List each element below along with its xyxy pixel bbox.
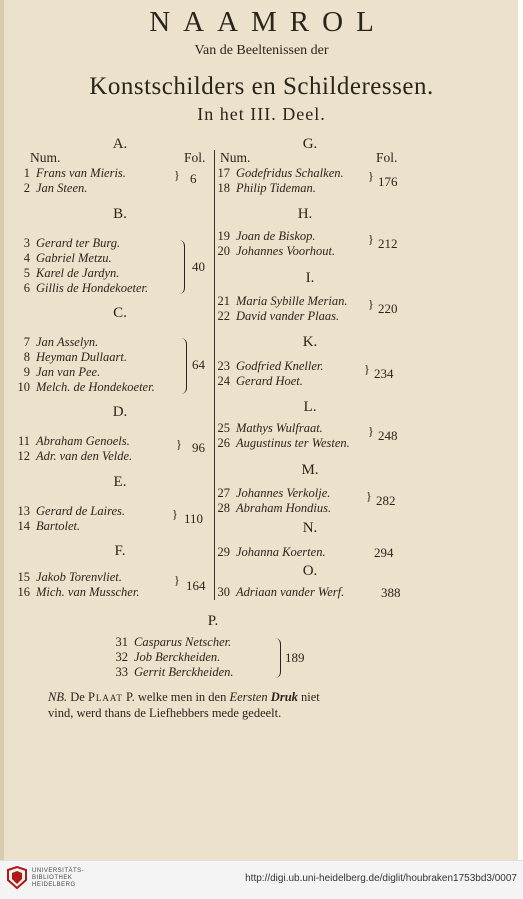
entry-name: Melch. de Hondekoeter. <box>36 380 155 394</box>
entry-number: 26 <box>217 436 230 450</box>
entry-number: 7 <box>23 335 30 349</box>
brace-glyph: } <box>172 507 178 521</box>
library-name-line2: BIBLIOTHEK <box>32 875 73 881</box>
entry-name: Frans van Mieris. <box>36 166 126 180</box>
brace-glyph: } <box>364 362 370 376</box>
entry-name: Jan van Pee. <box>36 365 101 379</box>
entry-row <box>10 449 132 464</box>
entry-row <box>210 166 344 181</box>
entry-row <box>210 229 316 244</box>
entry-number: 21 <box>217 294 230 308</box>
entry-name: Jan Asselyn. <box>36 335 99 349</box>
library-name-line3: HEIDELBERG <box>32 882 76 888</box>
entry-name: Maria Sybille Merian. <box>236 294 348 308</box>
note-druk: Druk <box>270 690 298 704</box>
entry-name: Bartolet. <box>36 519 81 533</box>
entry-number: 16 <box>17 585 30 599</box>
section-letter-i: I. <box>305 270 315 286</box>
brace-glyph: } <box>368 169 374 183</box>
entry-number: 14 <box>17 519 30 533</box>
folio-number: 282 <box>376 493 396 508</box>
entry-name: Casparus Netscher. <box>134 635 232 649</box>
entry-name: Heyman Dullaart. <box>36 350 127 364</box>
entry-name: Adr. van den Velde. <box>36 449 133 463</box>
entry-row <box>210 181 316 196</box>
col-header-fol-right: Fol. <box>376 150 398 165</box>
brace-glyph: } <box>368 232 374 246</box>
brace-glyph <box>174 240 185 294</box>
entry-number: 2 <box>23 181 30 195</box>
entry-name: Philip Tideman. <box>236 181 316 195</box>
entry-name: Adriaan vander Werf. <box>236 585 345 599</box>
entry-row <box>10 504 125 519</box>
entry-name: Gerard Hoet. <box>236 374 303 388</box>
entry-row <box>10 434 130 449</box>
entry-number: 29 <box>217 545 230 559</box>
note-niet: niet <box>301 690 320 704</box>
entry-row <box>10 281 148 296</box>
entry-number: 31 <box>115 635 128 649</box>
entry-name: Johanna Koerten. <box>236 545 326 559</box>
brace-glyph: } <box>174 573 180 587</box>
section-letter-l: L. <box>303 399 317 415</box>
entry-number: 27 <box>217 486 230 500</box>
entry-row <box>10 585 139 600</box>
entry-name: Gerard de Laires. <box>36 504 126 518</box>
entry-number: 25 <box>217 421 230 435</box>
entry-name: Gerrit Berckheiden. <box>134 665 234 679</box>
entry-row <box>10 236 120 251</box>
entry-number: 33 <box>115 665 128 679</box>
folio-number: 234 <box>374 366 394 381</box>
col-header-num-left: Num. <box>30 150 61 165</box>
entry-name: Gerard ter Burg. <box>36 236 121 250</box>
entry-row <box>210 501 331 516</box>
brace-glyph <box>176 338 187 394</box>
entry-row <box>10 335 98 350</box>
entry-name: Abraham Genoels. <box>36 434 130 448</box>
entry-row <box>10 570 122 585</box>
entry-name: Job Berckheiden. <box>134 650 221 664</box>
entry-number: 15 <box>17 570 30 584</box>
entry-name: Johannes Verkolje. <box>236 486 331 500</box>
library-logo-icon <box>6 866 28 890</box>
entry-number: 6 <box>23 281 30 295</box>
title-naamrol: NAAMROL <box>149 6 387 38</box>
note-p-text: P. welke men in den <box>126 690 227 704</box>
entry-name: Augustinus ter Westen. <box>236 436 350 450</box>
entry-row <box>210 244 335 259</box>
entry-number: 24 <box>217 374 230 388</box>
entry-name: Joan de Biskop. <box>236 229 316 243</box>
section-letter-n: N. <box>302 520 318 536</box>
folio-number: 294 <box>374 545 394 560</box>
folio-number: 388 <box>381 585 401 600</box>
title-deel: In het III. Deel. <box>197 104 326 124</box>
entry-number: 28 <box>217 501 230 515</box>
folio-number: 164 <box>186 578 206 593</box>
section-letter-o: O. <box>302 563 318 579</box>
entry-name: Gabriel Metzu. <box>36 251 112 265</box>
brace-glyph: } <box>368 424 374 438</box>
entry-number: 23 <box>217 359 230 373</box>
entry-name: Jan Steen. <box>36 181 88 195</box>
entry-row <box>210 545 326 560</box>
folio-number: 40 <box>192 259 205 274</box>
page-spine <box>0 0 4 860</box>
title-konstschilders: Konstschilders en Schilderessen. <box>89 73 434 100</box>
entry-number: 4 <box>23 251 30 265</box>
entry-number: 20 <box>217 244 230 258</box>
entry-row <box>108 665 234 680</box>
entry-row <box>10 365 100 380</box>
entry-row <box>10 380 155 395</box>
entry-number: 12 <box>17 449 30 463</box>
entry-row <box>10 350 127 365</box>
note-eersten: Eersten <box>229 690 268 704</box>
entry-row <box>210 374 303 389</box>
entry-row <box>10 251 112 266</box>
section-letter-d: D. <box>112 404 128 420</box>
entry-name: Johannes Voorhout. <box>236 244 336 258</box>
folio-number: 212 <box>378 236 398 251</box>
entry-number: 19 <box>217 229 230 243</box>
col-header-num-right: Num. <box>220 150 251 165</box>
entry-name: Gillis de Hondekoeter. <box>36 281 149 295</box>
col-header-fol-left: Fol. <box>184 150 206 165</box>
entry-number: 9 <box>23 365 30 379</box>
section-letter-b: B. <box>113 206 127 222</box>
entry-number: 13 <box>17 504 30 518</box>
entry-row <box>210 309 339 324</box>
entry-row <box>108 635 231 650</box>
entry-row <box>10 181 87 196</box>
brace-glyph <box>270 638 281 678</box>
brace-glyph: } <box>368 297 374 311</box>
section-letter-c: C. <box>113 305 127 321</box>
folio-number: 110 <box>184 511 204 526</box>
entry-number: 10 <box>17 380 30 394</box>
entry-name: Abraham Hondius. <box>236 501 332 515</box>
source-url-link[interactable]: http://digi.ub.uni-heidelberg.de/diglit/houbraken1753bd3/0007 <box>245 873 517 884</box>
entry-row <box>10 266 119 281</box>
entry-number: 30 <box>217 585 230 599</box>
section-letter-e: E. <box>113 474 127 490</box>
folio-number: 248 <box>378 428 398 443</box>
entry-name: Karel de Jardyn. <box>36 266 120 280</box>
entry-number: 8 <box>23 350 30 364</box>
entry-row <box>210 421 323 436</box>
subtitle-line: Van de Beeltenissen der <box>194 43 329 58</box>
entry-number: 11 <box>17 434 30 448</box>
entry-number: 22 <box>217 309 230 323</box>
entry-number: 17 <box>217 166 230 180</box>
entry-row <box>210 294 347 309</box>
note-line-1 <box>48 690 320 705</box>
brace-glyph: } <box>366 489 372 503</box>
entry-name: Godfried Kneller. <box>236 359 324 373</box>
section-letter-m: M. <box>301 462 319 478</box>
folio-number: 176 <box>378 174 398 189</box>
section-letter-g: G. <box>302 136 318 152</box>
note-nb: NB. <box>48 690 68 704</box>
note-de: De <box>70 690 85 704</box>
folio-number: 64 <box>192 357 205 372</box>
folio-number: 96 <box>192 440 205 455</box>
section-letter-k: K. <box>302 334 318 350</box>
entry-row <box>108 650 220 665</box>
entry-row <box>210 585 344 600</box>
entry-name: Godefridus Schalken. <box>236 166 344 180</box>
note-plaat: Plaat <box>87 690 123 704</box>
brace-glyph: } <box>174 168 180 182</box>
section-letter-a: A. <box>112 136 128 152</box>
entry-name: Jakob Torenvliet. <box>36 570 122 584</box>
section-letter-p: P. <box>207 613 219 629</box>
entry-name: Mich. van Musscher. <box>36 585 140 599</box>
folio-number: 6 <box>190 171 197 186</box>
entry-name: Mathys Wulfraat. <box>236 421 323 435</box>
entry-number: 32 <box>115 650 128 664</box>
entry-number: 18 <box>217 181 230 195</box>
brace-glyph: } <box>176 437 182 451</box>
entry-row <box>210 359 324 374</box>
entry-row <box>210 436 350 451</box>
section-letter-f: F. <box>114 543 126 559</box>
entry-row <box>10 166 126 181</box>
entry-name: David vander Plaas. <box>236 309 340 323</box>
note-line-2: vind, werd thans de Liefhebbers mede gedeelt. <box>48 706 282 720</box>
section-letter-h: H. <box>297 206 313 222</box>
library-name-line1: UNIVERSITÄTS- <box>32 868 85 874</box>
folio-number: 189 <box>285 650 305 665</box>
folio-number: 220 <box>378 301 398 316</box>
entry-row <box>10 519 80 534</box>
entry-number: 1 <box>23 166 30 180</box>
entry-number: 3 <box>23 236 30 250</box>
entry-number: 5 <box>23 266 30 280</box>
entry-row <box>210 486 330 501</box>
